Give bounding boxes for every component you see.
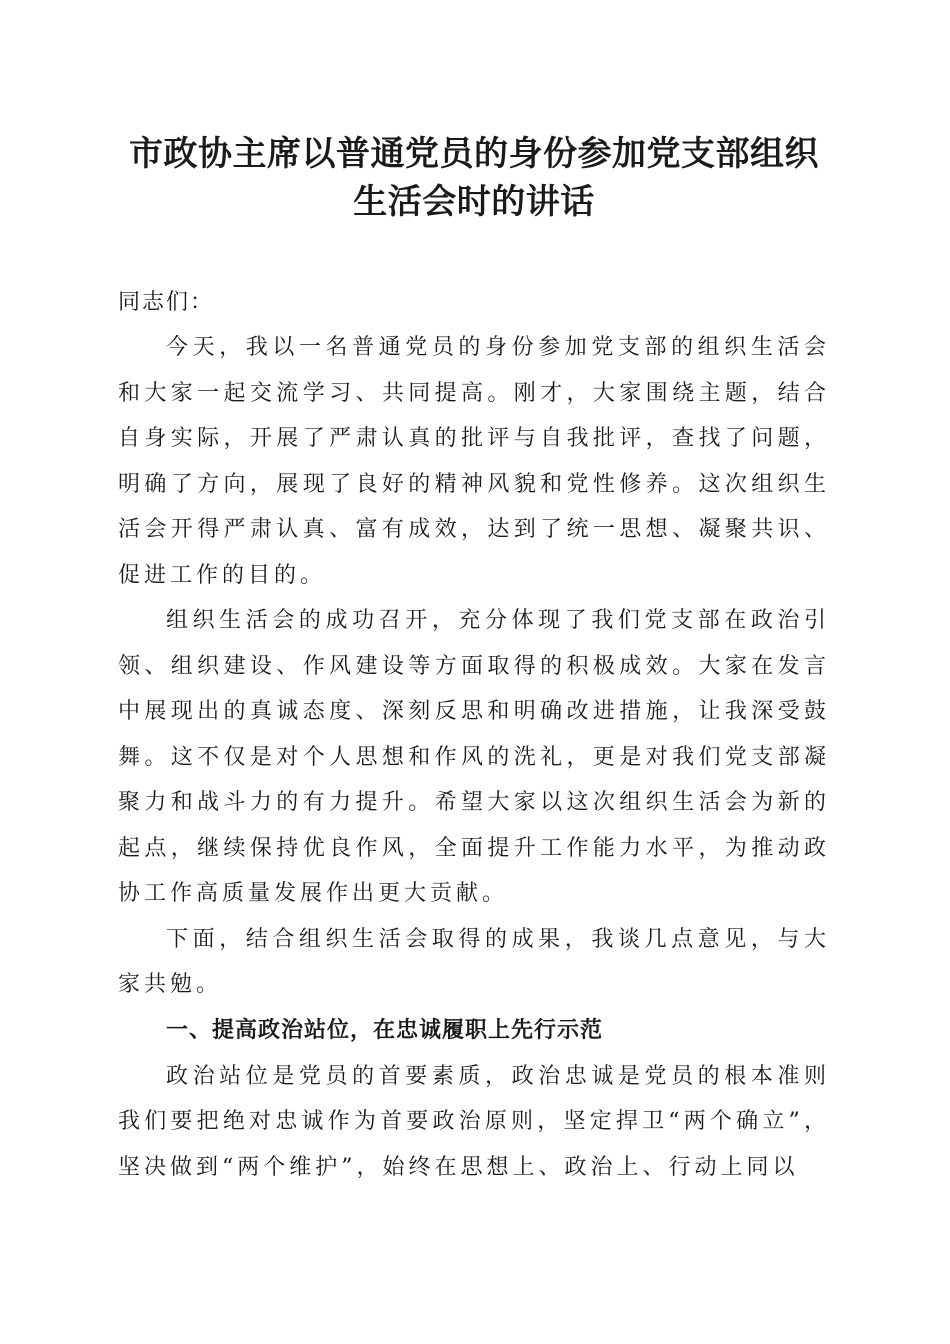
document-title: 市政协主席以普通党员的身份参加党支部组织生活会时的讲话 xyxy=(129,134,819,222)
document-page xyxy=(118,130,830,1190)
body-paragraph-3: 下面，结合组织生活会取得的成果，我谈几点意见，与大家共勉。 xyxy=(118,926,830,997)
body-paragraph-1: 今天，我以一名普通党员的身份参加党支部的组织生活会和大家一起交流学习、共同提高。刚才，大家围绕主题，结合自身实际，开展了严肃认真的批评与自我批评，查找了问题，明确了方向，展现了良好的精神风貌和党性修养。这次组织生活会开得严肃认真、富有成效，达到了统一思想、凝聚共识、促进工作的目的。 xyxy=(118,335,830,588)
section-heading-1: 一、提高政治站位，在忠诚履职上先行示范 xyxy=(166,1017,604,1043)
section-1-paragraph: 政治站位是党员的首要素质，政治忠诚是党员的根本准则我们要把绝对忠诚作为首要政治原则，坚定捍卫“两个确立”，坚决做到“两个维护”，始终在思想上、政治上、行动上同以 xyxy=(118,1063,830,1180)
body-paragraph-2: 组织生活会的成功召开，充分体现了我们党支部在政治引领、组织建设、作风建设等方面取得的积极成效。大家在发言中展现出的真诚态度、深刻反思和明确改进措施，让我深受鼓舞。这不仅是对个人思想和作风的洗礼，更是对我们党支部凝聚力和战斗力的有力提升。希望大家以这次组织生活会为新的起点，继续保持优良作风，全面提升工作能力水平，为推动政协工作高质量发展作出更大贡献。 xyxy=(118,608,830,906)
salutation: 同志们： xyxy=(118,290,215,315)
